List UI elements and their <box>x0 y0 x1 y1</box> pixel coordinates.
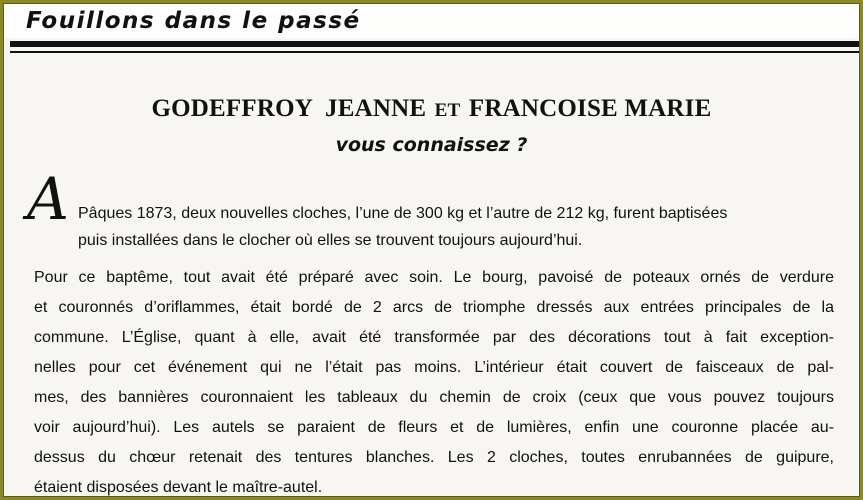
intro-line: puis installées dans le clocher où elles se trouvent toujours aujourd’hui. <box>78 232 583 249</box>
header-rule-thin <box>10 51 859 53</box>
body-line: étaient disposées devant le maître-autel. <box>34 479 323 496</box>
body-paragraph <box>34 263 834 497</box>
body-line: nelles pour cet événement qui ne l’était pas moins. L’intérieur était couvert de faisceaux de pal- <box>34 359 834 376</box>
page-frame <box>3 3 860 497</box>
body-line: voir aujourd’hui). Les autels se paraient de fleurs et de lumières, enfin une couronne placée au- <box>34 419 834 436</box>
title-part1: GODEFFROY JEANNE <box>151 95 427 122</box>
header-rule-thick <box>10 41 859 47</box>
body-line: Pour ce baptême, tout avait été préparé avec soin. Le bourg, pavoisé de poteaux ornés de verdure <box>34 269 834 286</box>
section-title: Fouillons dans le passé <box>26 8 361 34</box>
title-connector: ET <box>434 100 461 121</box>
intro-line: Pâques 1873, deux nouvelles cloches, l’une de 300 kg et l’autre de 212 kg, furent baptisées <box>78 205 728 222</box>
body-line: commune. L’Église, quant à elle, avait été transformée par des décorations tout à fait exception- <box>34 329 834 346</box>
title-part2: FRANCOISE MARIE <box>468 95 712 122</box>
article-title <box>4 95 859 123</box>
article-subtitle: vous connaissez ? <box>335 134 528 156</box>
drop-cap: A <box>27 165 69 233</box>
body-line: mes, des bannières couronnaient les tableaux du chemin de croix (ceux que vous pouvez toujours <box>34 389 834 406</box>
body-line: et couronnés d’oriflammes, était bordé de 2 arcs de triomphe dressés aux entrées principales de la <box>34 299 834 316</box>
body-line: dessus du chœur retenait des tentures blanches. Les 2 cloches, toutes enrubannées de guipure, <box>34 449 834 466</box>
header-band <box>4 4 859 38</box>
